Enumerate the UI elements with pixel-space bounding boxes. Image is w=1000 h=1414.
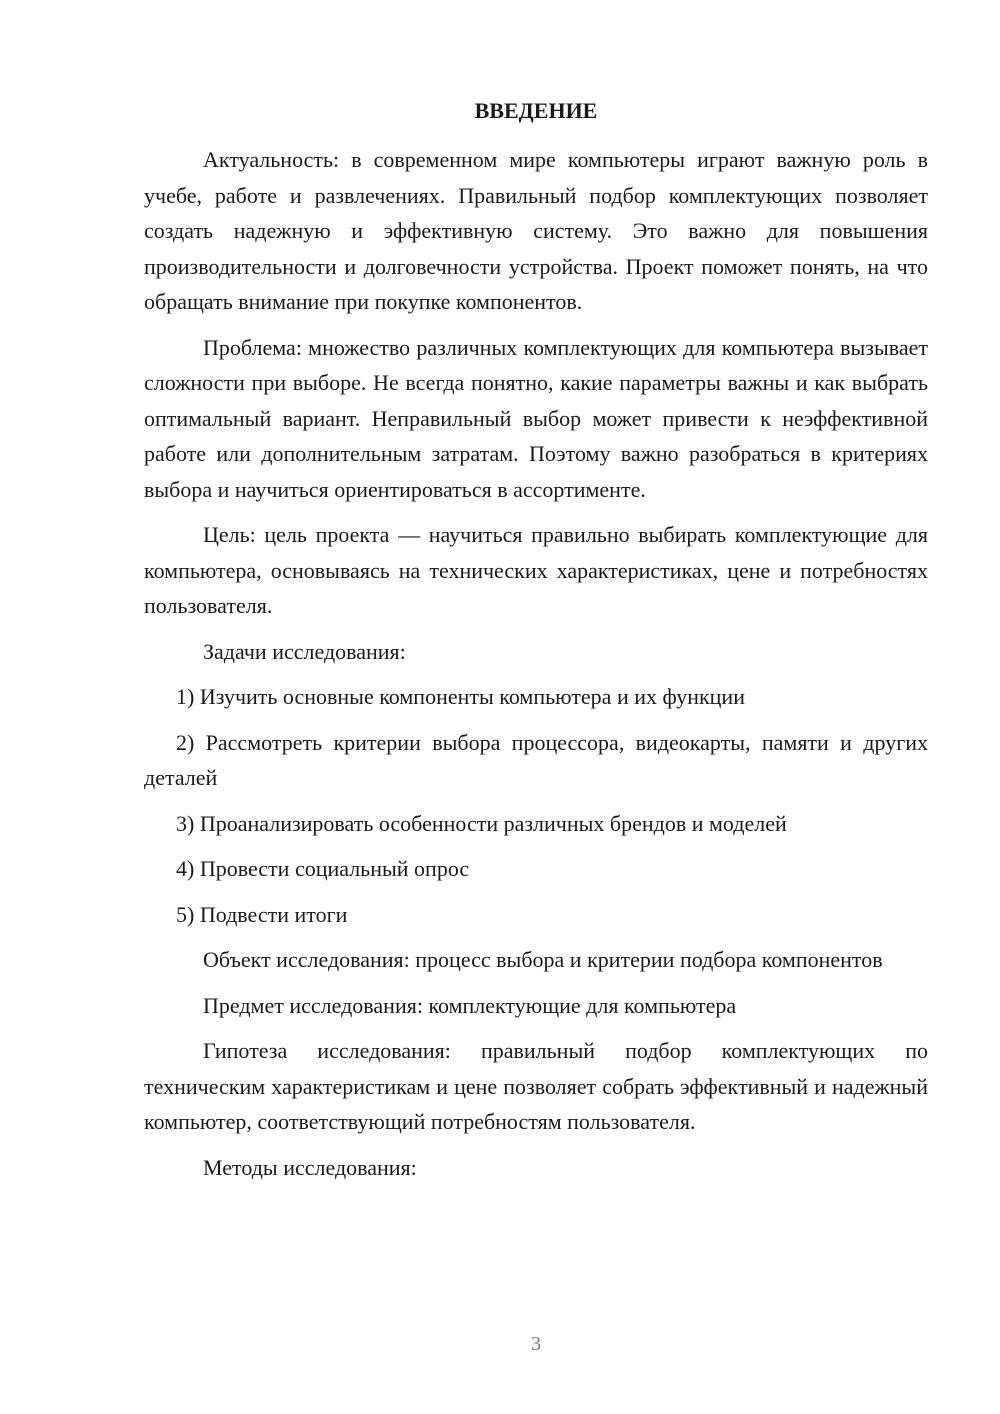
task-item-1: 1) Изучить основные компоненты компьютера и их функции <box>176 684 745 709</box>
paragraph-subject: Предмет исследования: комплектующие для компьютера <box>203 992 737 1018</box>
page-content <box>144 96 928 1195</box>
paragraph-relevance: Актуальность: в современном мире компьютеры играют важную роль в учебе, работе и развлечениях. Правильный подбор комплектующих позволяет создать надежную и эффективную систему. Это важно для повышения производительности и долговечности устройства. Проект поможет понять, на что обращать внимание при покупке компонентов. <box>144 147 928 314</box>
paragraph-goal: Цель: цель проекта — научиться правильно выбирать комплектующие для компьютера, основываясь на технических характеристиках, цене и потребностях пользователя. <box>144 522 928 618</box>
task-item-3: 3) Проанализировать особенности различных брендов и моделей <box>176 810 787 836</box>
section-title: ВВЕДЕНИЕ <box>474 98 598 123</box>
task-item-2: 2) Рассмотреть критерии выбора процессора, видеокарты, памяти и других деталей <box>144 729 928 790</box>
paragraph-hypothesis: Гипотеза исследования: правильный подбор комплектующих по техническим характеристикам и цене позволяет собрать эффективный и надежный компьютер, соответствующий потребностям пользователя. <box>144 1038 928 1134</box>
task-item-5: 5) Подвести итоги <box>176 901 348 927</box>
paragraph-problem: Проблема: множество различных комплектующих для компьютера вызывает сложности при выборе. Не всегда понятно, какие параметры важны и как выбрать оптимальный вариант. Неправильный выбор может привести к неэффективной работе или дополнительным затратам. Поэтому важно разобраться в критериях выбора и научиться ориентироваться в ассортименте. <box>144 334 928 502</box>
page-number: 3 <box>531 1333 541 1355</box>
paragraph-object: Объект исследования: процесс выбора и критерии подбора компонентов <box>203 947 883 972</box>
task-item-4: 4) Провести социальный опрос <box>176 856 470 881</box>
tasks-heading: Задачи исследования: <box>203 638 406 664</box>
methods-heading: Методы исследования: <box>203 1154 417 1180</box>
